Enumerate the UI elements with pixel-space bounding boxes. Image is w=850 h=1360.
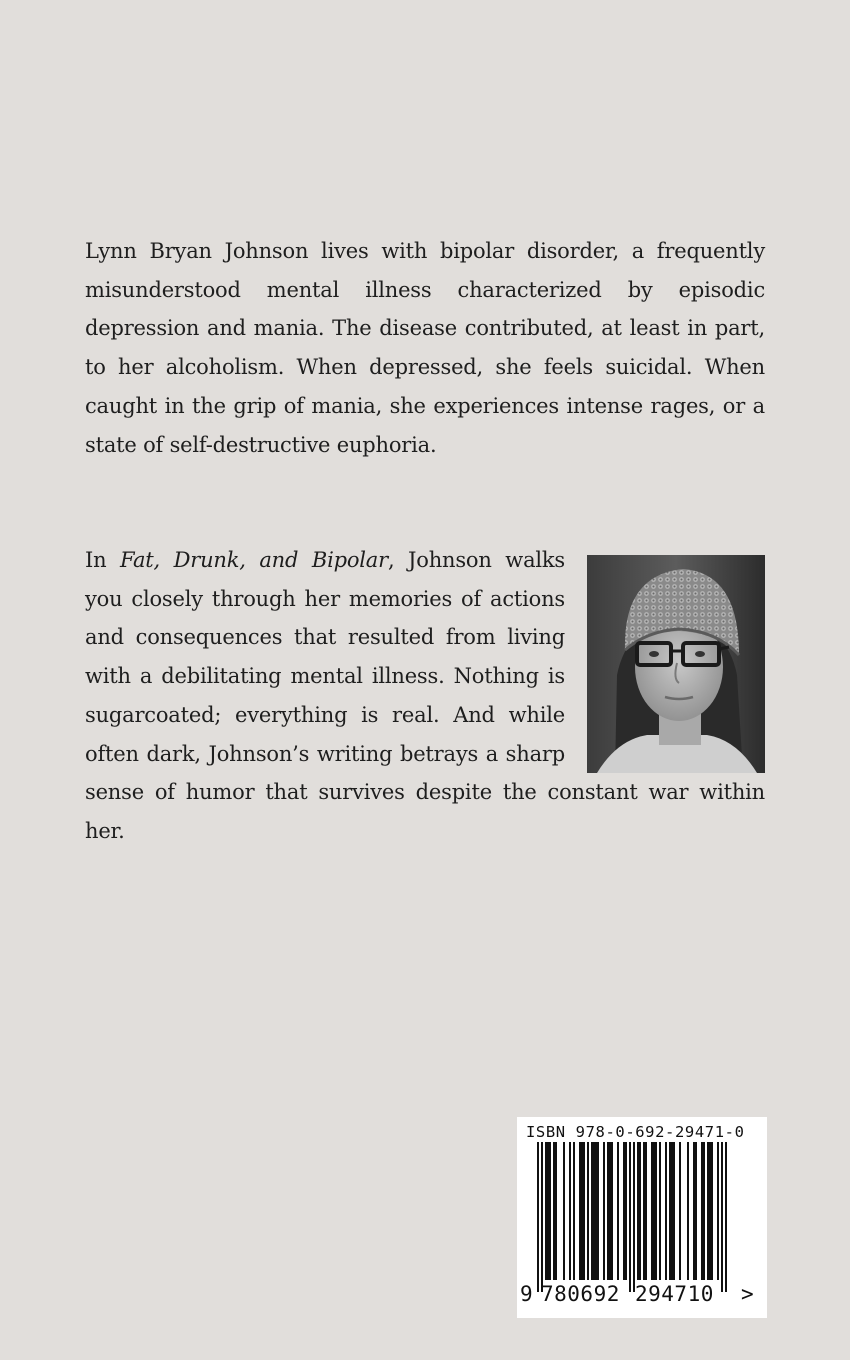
barcode-digit-first: 9 — [520, 1282, 533, 1306]
isbn-barcode — [517, 1117, 767, 1318]
barcode-bar — [725, 1142, 727, 1292]
barcode-bar — [587, 1142, 589, 1280]
barcode-bar — [645, 1142, 647, 1280]
barcode-bar — [687, 1142, 689, 1280]
barcode-bar — [547, 1142, 549, 1280]
barcode-bar — [701, 1142, 703, 1280]
barcode-digit-group-2: 294710 — [635, 1282, 714, 1306]
barcode-bar — [721, 1142, 723, 1292]
barcode-bar — [679, 1142, 681, 1280]
barcode-bar — [555, 1142, 557, 1280]
barcode-bar — [579, 1142, 581, 1280]
blurb-paragraph-2 — [85, 541, 765, 851]
barcode-bar — [717, 1142, 719, 1280]
barcode-bar — [617, 1142, 619, 1280]
barcode-bar — [607, 1142, 609, 1280]
barcode-bar — [593, 1142, 595, 1280]
barcode-bar — [595, 1142, 597, 1280]
barcode-bar — [637, 1142, 639, 1280]
author-photo — [587, 555, 765, 773]
barcode-bar — [611, 1142, 613, 1280]
barcode-bar — [563, 1142, 565, 1280]
barcode-bar — [651, 1142, 653, 1280]
barcode-bar — [623, 1142, 625, 1280]
barcode-bar — [569, 1142, 571, 1280]
paragraph-2-body: , Johnson walks you closely through her memories of actions and consequences that resulted from living with a debilitating mental illness. Nothing is sugarcoated; everything is real. And while often dark, Johnson’s writing betrays a sharp sense of humor that survives despite the constant war within her. — [85, 548, 765, 843]
barcode-bar — [603, 1142, 605, 1280]
barcode-bar — [597, 1142, 599, 1280]
barcode-bars — [527, 1142, 737, 1292]
barcode-bar — [609, 1142, 611, 1280]
barcode-bar — [693, 1142, 695, 1280]
barcode-bar — [553, 1142, 555, 1280]
barcode-bar — [573, 1142, 575, 1280]
barcode-bar — [709, 1142, 711, 1280]
barcode-bar — [671, 1142, 673, 1280]
barcode-bar — [545, 1142, 547, 1280]
book-title: Fat, Drunk, and Bipolar — [120, 548, 388, 572]
barcode-bar — [549, 1142, 551, 1280]
barcode-bar — [665, 1142, 667, 1280]
barcode-bar — [707, 1142, 709, 1280]
barcode-digits — [517, 1282, 767, 1312]
barcode-bar — [711, 1142, 713, 1280]
barcode-bar — [541, 1142, 543, 1292]
barcode-bar — [625, 1142, 627, 1280]
isbn-label: ISBN 978-0-692-29471-0 — [526, 1123, 745, 1141]
barcode-bar — [703, 1142, 705, 1280]
barcode-bar — [583, 1142, 585, 1280]
barcode-digit-group-1: 780692 — [541, 1282, 620, 1306]
barcode-bar — [695, 1142, 697, 1280]
paragraph-2-lead: In — [85, 548, 121, 572]
barcode-bar — [643, 1142, 645, 1280]
barcode-bar — [537, 1142, 539, 1292]
barcode-bar — [659, 1142, 661, 1280]
barcode-bar — [673, 1142, 675, 1280]
barcode-bar — [655, 1142, 657, 1280]
barcode-bar — [669, 1142, 671, 1280]
barcode-bar — [653, 1142, 655, 1280]
barcode-quiet-marker: > — [741, 1282, 754, 1306]
barcode-bar — [639, 1142, 641, 1280]
blurb-paragraph-1: Lynn Bryan Johnson lives with bipolar disorder, a frequently misunderstood mental illness characterized by episodic depression and mania. The disease contributed, at least in part, to her alcoholism. When depressed, she feels suicidal. When caught in the grip of mania, she experiences intense rages, or a state of self-destructive euphoria. — [85, 239, 765, 457]
barcode-bar — [629, 1142, 631, 1292]
barcode-bar — [633, 1142, 635, 1292]
barcode-bar — [591, 1142, 593, 1280]
barcode-bar — [581, 1142, 583, 1280]
